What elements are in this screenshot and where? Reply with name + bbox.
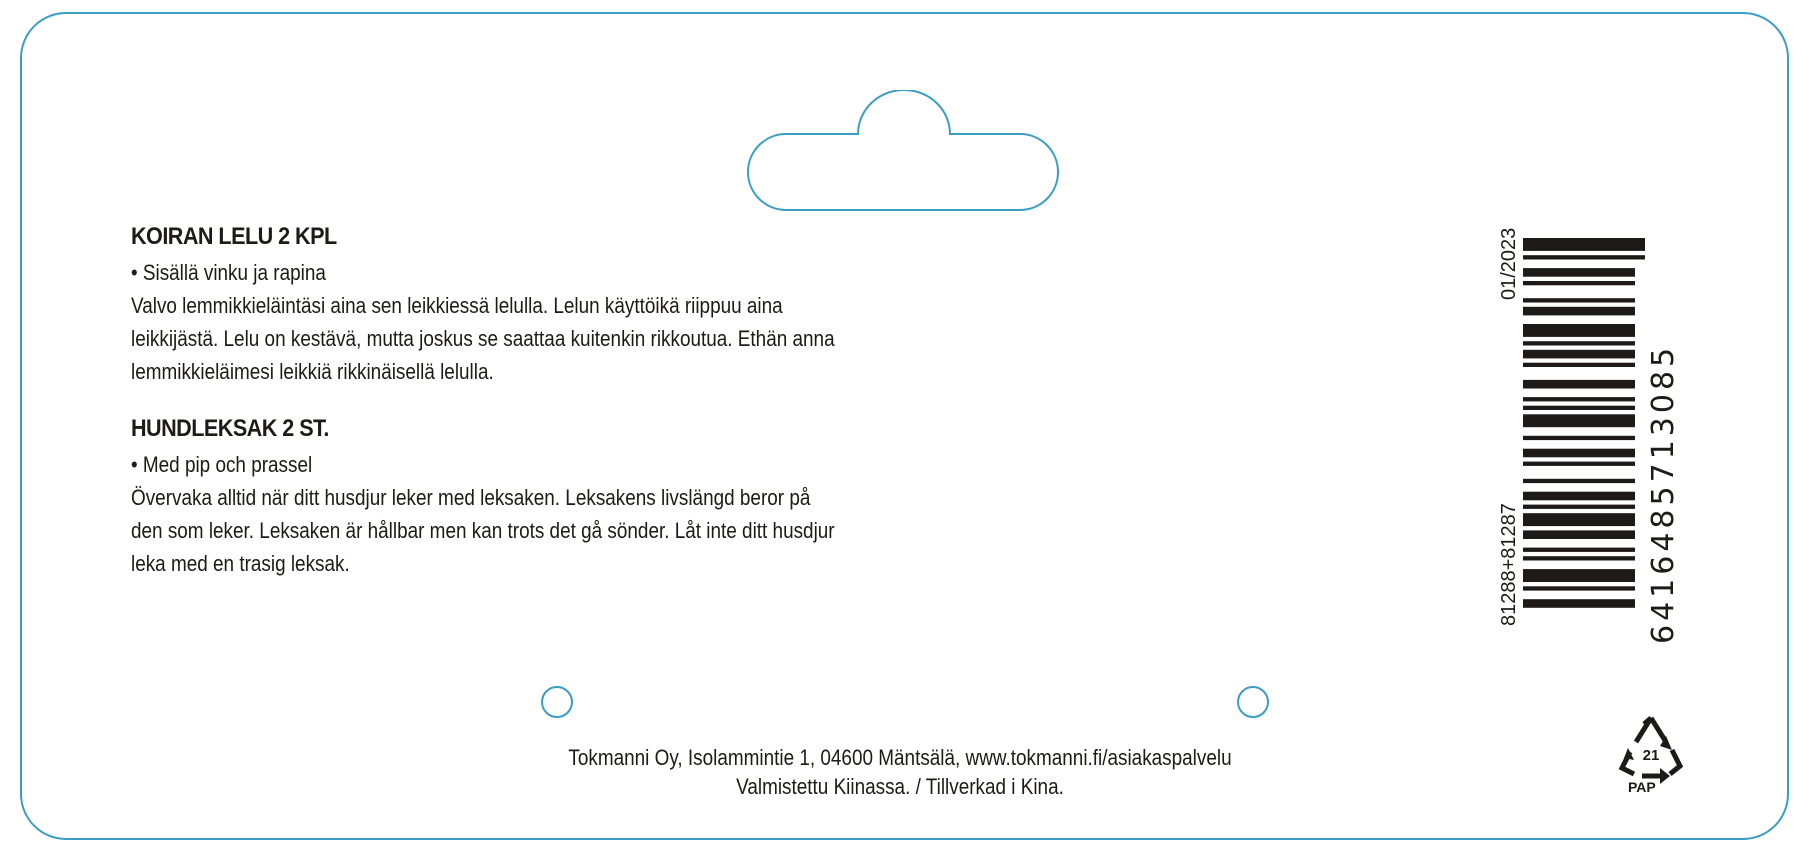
barcode-bar bbox=[1523, 569, 1635, 582]
swedish-paragraph bbox=[131, 481, 836, 580]
barcode-bar bbox=[1523, 556, 1635, 560]
barcode-bar bbox=[1523, 238, 1645, 251]
barcode-bar bbox=[1523, 350, 1635, 359]
swedish-heading: HUNDLEKSAK 2 ST. bbox=[131, 415, 329, 442]
swedish-line: Övervaka alltid när ditt husdjur leker med leksaken. Leksakens livslängd beror på bbox=[131, 485, 811, 510]
finnish-section bbox=[131, 222, 951, 388]
ean-barcode bbox=[1523, 212, 1663, 652]
finnish-paragraph bbox=[131, 289, 836, 388]
swedish-line: leka med en trasig leksak. bbox=[131, 551, 350, 576]
finnish-line: leikkijästä. Lelu on kestävä, mutta joskus se saattaa kuitenkin rikkoutua. Ethän anna bbox=[131, 326, 835, 351]
barcode-bar bbox=[1523, 281, 1635, 285]
finnish-line: Valvo lemmikkieläintäsi aina sen leikkiessä lelulla. Lelun käyttöikä riippuu aina bbox=[131, 293, 783, 318]
barcode-bar bbox=[1523, 363, 1635, 367]
barcode-bar bbox=[1523, 406, 1635, 410]
footer-address bbox=[450, 743, 1350, 801]
barcode-bar bbox=[1523, 268, 1635, 277]
hang-tab-cutout bbox=[718, 90, 1094, 214]
finnish-bullet: • Sisällä vinku ja rapina bbox=[131, 260, 326, 285]
finnish-line: lemmikkieläimesi leikkiä rikkinäisellä lelulla. bbox=[131, 359, 494, 384]
swedish-bullet: • Med pip och prassel bbox=[131, 452, 313, 477]
barcode-area bbox=[1480, 212, 1700, 652]
barcode-bar bbox=[1523, 307, 1635, 316]
right-hole-cutout bbox=[1237, 686, 1269, 718]
barcode-bar bbox=[1523, 341, 1635, 345]
barcode-bar bbox=[1523, 513, 1635, 526]
recycle-code: 21 bbox=[1642, 747, 1660, 764]
barcode-bar bbox=[1523, 397, 1635, 401]
ean-digits: 6416485713085 bbox=[1646, 343, 1681, 644]
barcode-bar bbox=[1523, 586, 1635, 590]
barcode-bar bbox=[1523, 380, 1635, 389]
swedish-section bbox=[131, 414, 951, 580]
barcode-bar bbox=[1523, 530, 1635, 539]
barcode-bar bbox=[1523, 298, 1635, 302]
footer-origin-line: Valmistettu Kiinassa. / Tillverkad i Kina. bbox=[736, 774, 1064, 799]
finnish-heading: KOIRAN LELU 2 KPL bbox=[131, 223, 337, 250]
footer-company-line: Tokmanni Oy, Isolammintie 1, 04600 Mäntsälä, www.tokmanni.fi/asiakaspalvelu bbox=[568, 745, 1232, 770]
barcode-bar bbox=[1523, 492, 1635, 501]
barcode-bar bbox=[1523, 414, 1635, 427]
barcode-bar bbox=[1523, 449, 1635, 458]
product-codes: 81288+81287 bbox=[1498, 503, 1520, 626]
barcode-bar bbox=[1523, 255, 1645, 259]
barcode-bar bbox=[1523, 479, 1635, 483]
barcode-bar bbox=[1523, 436, 1635, 440]
barcode-bar bbox=[1523, 548, 1635, 552]
barcode-bar bbox=[1523, 462, 1635, 466]
barcode-bar bbox=[1523, 324, 1635, 337]
barcode-bar bbox=[1523, 599, 1635, 608]
date-code: 01/2023 bbox=[1498, 227, 1520, 300]
swedish-line: den som leker. Leksaken är hållbar men kan trots det gå sönder. Låt inte ditt husdjur bbox=[131, 518, 835, 543]
left-hole-cutout bbox=[541, 686, 573, 718]
recycle-label: PAP bbox=[1628, 779, 1656, 795]
barcode-bar bbox=[1523, 505, 1635, 509]
